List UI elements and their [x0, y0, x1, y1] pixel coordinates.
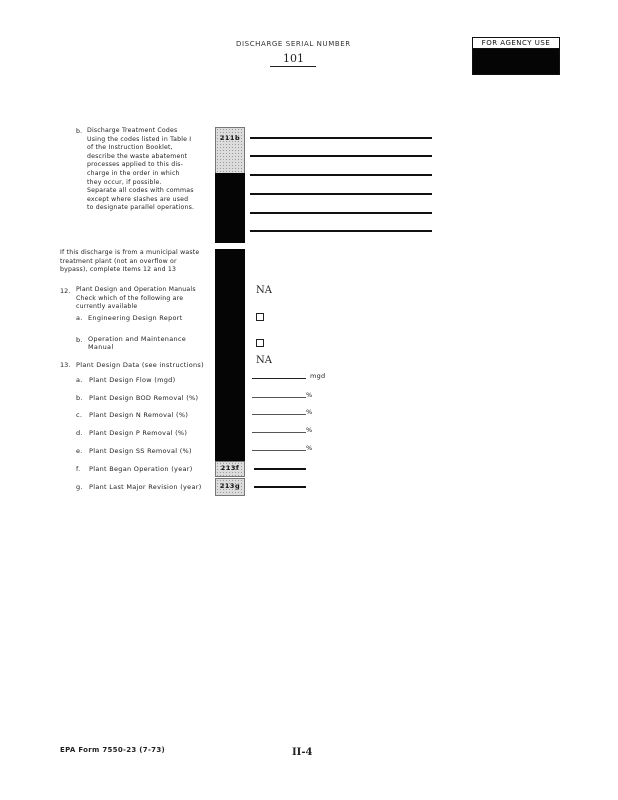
- code-box-211b: [215, 127, 245, 175]
- agency-use-blackout: [473, 49, 559, 74]
- item-13a-unit: mgd: [310, 372, 326, 380]
- ss-removal-field[interactable]: [252, 450, 306, 451]
- serial-number-underline: [270, 66, 316, 67]
- treatment-code-line-1: [250, 137, 432, 139]
- item-12-line: Check which of the following are: [76, 294, 184, 302]
- item-13e-unit: %: [306, 444, 313, 452]
- item-13-title: Plant Design Data (see instructions): [76, 361, 204, 369]
- p-removal-field[interactable]: [252, 432, 306, 433]
- section-b-line: Separate all codes with commas: [87, 187, 194, 195]
- item-12b-label-line1: Operation and Maintenance: [88, 335, 187, 343]
- section-b-text: [87, 127, 212, 213]
- treatment-code-line-6: [250, 230, 432, 232]
- section-b-line: charge in the order in which: [87, 169, 180, 177]
- item-13b-unit: %: [306, 391, 313, 399]
- code-box-213g: [215, 478, 245, 496]
- item-13d-unit: %: [306, 426, 313, 434]
- item-13-number: 13.: [60, 361, 71, 369]
- serial-number-value: 101: [283, 52, 304, 65]
- page-number: II-4: [292, 747, 313, 758]
- serial-number-label: DISCHARGE SERIAL NUMBER: [236, 40, 351, 48]
- item-13c-letter: c.: [76, 411, 83, 419]
- item-13c-unit: %: [306, 408, 313, 416]
- section-b-letter: b.: [76, 128, 83, 135]
- agency-use-label: FOR AGENCY USE: [473, 38, 559, 49]
- item-13c-label: Plant Design N Removal (%): [89, 411, 189, 419]
- item-12b-label-line2: Manual: [88, 343, 114, 351]
- treatment-code-line-2: [250, 155, 432, 157]
- section-b-line: Using the codes listed in Table I: [87, 135, 192, 143]
- municipal-note: [60, 249, 220, 275]
- item-13f-letter: f.: [76, 465, 81, 473]
- item-13b-letter: b.: [76, 394, 83, 402]
- section-b-line: describe the waste abatement: [87, 152, 188, 160]
- plant-design-flow-field[interactable]: [252, 378, 306, 379]
- municipal-note-line: If this discharge is from a municipal waste: [60, 249, 200, 256]
- redaction-block-1: [215, 173, 245, 243]
- treatment-code-line-4: [250, 193, 432, 195]
- began-operation-field[interactable]: [254, 468, 306, 470]
- item-13e-label: Plant Design SS Removal (%): [89, 447, 192, 455]
- item-12-text: [76, 286, 211, 312]
- agency-use-box: [472, 37, 560, 75]
- item-13a-label: Plant Design Flow (mgd): [89, 376, 176, 384]
- item-12-number: 12.: [60, 287, 71, 295]
- code-211b-label: 211b: [219, 134, 241, 142]
- municipal-note-line: bypass), complete Items 12 and 13: [60, 266, 177, 274]
- item-12a-label: Engineering Design Report: [88, 314, 183, 322]
- item-13f-label: Plant Began Operation (year): [89, 465, 193, 473]
- bod-removal-field[interactable]: [252, 397, 306, 398]
- item-13-answer: NA: [256, 355, 272, 366]
- redaction-block-2: [215, 249, 245, 461]
- item-13d-label: Plant Design P Removal (%): [89, 429, 188, 437]
- treatment-code-line-5: [250, 212, 432, 214]
- item-13e-letter: e.: [76, 447, 83, 455]
- item-12-line: Plant Design and Operation Manuals: [76, 286, 196, 293]
- item-12b-checkbox[interactable]: [256, 339, 264, 347]
- form-number: EPA Form 7550-23 (7-73): [60, 746, 165, 754]
- item-13a-letter: a.: [76, 376, 83, 384]
- item-13g-label: Plant Last Major Revision (year): [89, 483, 202, 491]
- section-b-line: they occur, if possible.: [87, 178, 162, 186]
- item-12-line: currently available: [76, 303, 138, 311]
- code-213g-label: 213g: [219, 482, 241, 490]
- section-b-line: except where slashes are used: [87, 195, 189, 203]
- treatment-code-line-3: [250, 174, 432, 176]
- section-b-line: to designate parallel operations.: [87, 204, 195, 212]
- item-12-answer: NA: [256, 285, 272, 296]
- item-13d-letter: d.: [76, 429, 83, 437]
- section-b-line: of the Instruction Booklet,: [87, 144, 173, 152]
- municipal-note-line: treatment plant (not an overflow or: [60, 257, 177, 265]
- item-12b-letter: b.: [76, 336, 83, 344]
- code-213f-label: 213f: [220, 464, 240, 472]
- item-12a-letter: a.: [76, 314, 83, 322]
- item-13b-label: Plant Design BOD Removal (%): [89, 394, 199, 402]
- section-b-line: processes applied to this dis-: [87, 161, 184, 169]
- last-revision-field[interactable]: [254, 486, 306, 488]
- n-removal-field[interactable]: [252, 414, 306, 415]
- section-b-line: Discharge Treatment Codes: [87, 127, 178, 134]
- item-13g-letter: g.: [76, 483, 83, 491]
- code-box-213f: [215, 461, 245, 477]
- item-12a-checkbox[interactable]: [256, 313, 264, 321]
